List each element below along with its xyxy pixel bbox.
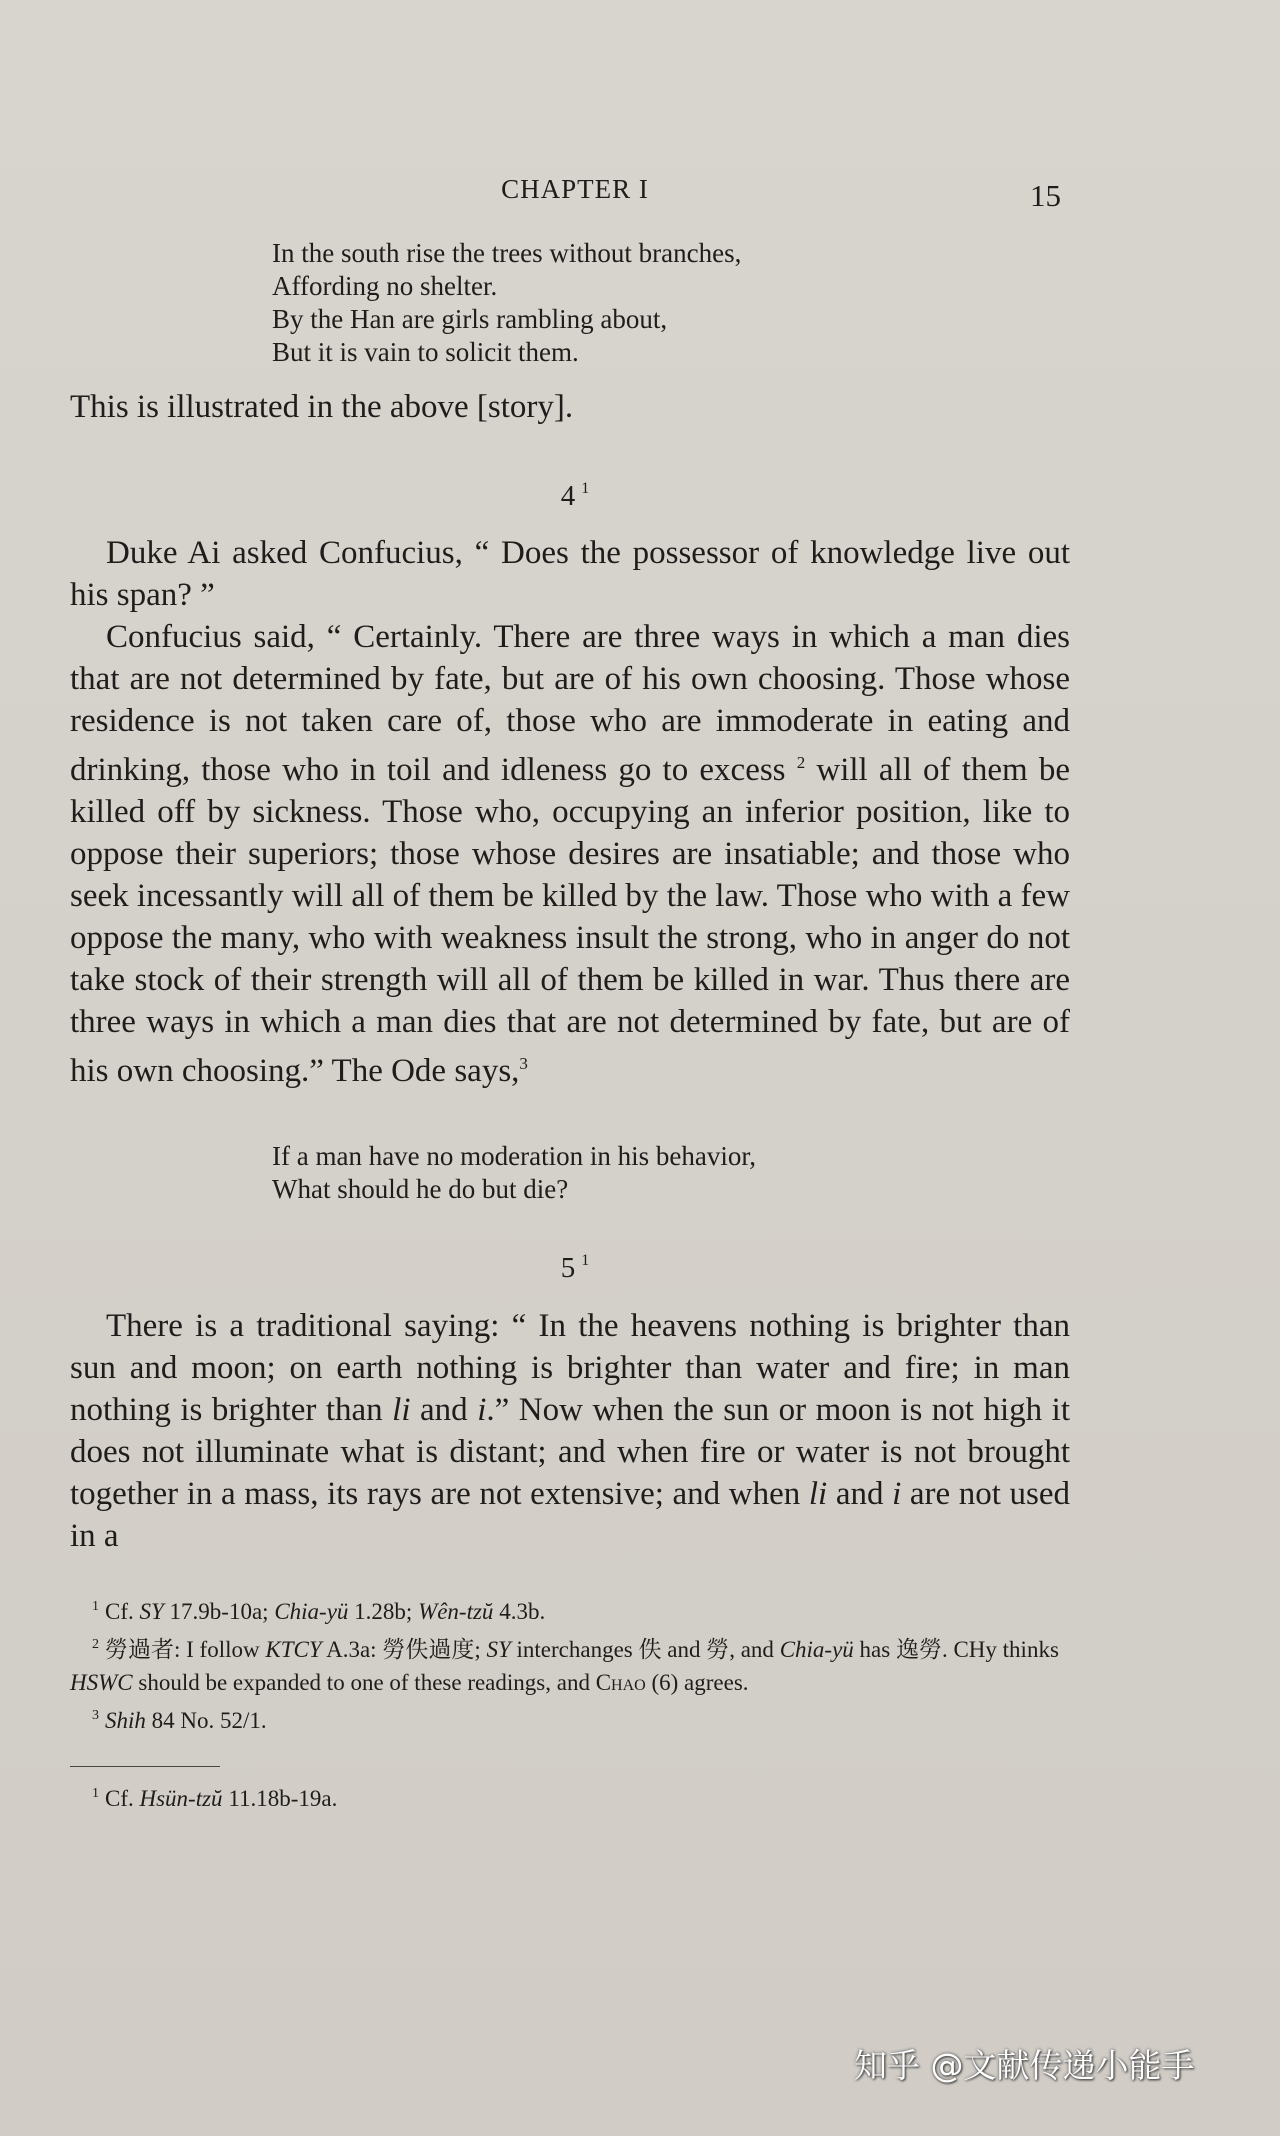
footnote-text: . CHy thinks — [941, 1637, 1059, 1662]
footnote-number: 1 — [92, 1599, 99, 1614]
term-i: i — [892, 1476, 902, 1512]
paragraph-text: Confucius said, “ Certainly. There are three ways in which a man dies that are not determined by fate, but are of his own choosing. Those whose residence is not taken care of, those who are immoderate in eating and drinking, those who in toil and idleness go to excess — [70, 619, 1070, 788]
footnote-text: has — [859, 1637, 891, 1662]
note-reference: 3 — [519, 1054, 528, 1073]
note-reference: 1 — [581, 480, 590, 497]
verse-south-trees — [272, 237, 741, 369]
verse-line: In the south rise the trees without branches, — [272, 238, 742, 268]
verse-line: By the Han are girls rambling about, — [272, 304, 668, 334]
footnote-text: 84 No. 52/1. — [151, 1708, 267, 1733]
term-i: i — [477, 1392, 487, 1428]
footnote-text: interchanges — [516, 1637, 633, 1662]
footnote-2 — [70, 1628, 1070, 1699]
footnotes-section-5 — [70, 1777, 1070, 1815]
footnote-text: : I follow — [174, 1637, 260, 1662]
paragraph-text: and — [835, 1476, 884, 1512]
footnote-1 — [70, 1777, 1070, 1815]
running-head: CHAPTER I — [501, 174, 649, 204]
paragraph: Duke Ai asked Confucius, “ Does the possessor of knowledge live out his span? ” — [70, 535, 1070, 613]
footnote-text: Cf. — [105, 1599, 134, 1624]
footnote-chinese: 佚 — [638, 1637, 662, 1662]
verse-line: If a man have no moderation in his behavior, — [272, 1141, 757, 1171]
paragraph-text: are not used in a — [70, 1476, 1071, 1554]
paragraph — [70, 1305, 1070, 1557]
page-number: 15 — [1030, 178, 1061, 213]
section-number: 5 — [560, 1252, 576, 1284]
footnote-abbrev: KTCY — [265, 1637, 322, 1662]
footnote-number: 3 — [92, 1708, 99, 1723]
footnote-3 — [70, 1699, 1070, 1737]
footnote-title: Shih — [105, 1708, 146, 1733]
footnote-text: , and — [729, 1637, 774, 1662]
verse-moderation — [272, 1140, 756, 1206]
section-4-body — [70, 532, 1070, 1092]
footnote-chinese: 勞 — [706, 1637, 730, 1662]
footnote-text: 4.3b. — [499, 1599, 546, 1624]
footnote-chinese: 勞佚過度 — [382, 1637, 475, 1662]
paragraph — [70, 616, 1070, 1092]
footnote-text: 1.28b; — [354, 1599, 413, 1624]
footnote-1 — [70, 1590, 1070, 1628]
footnote-chinese: 逸勞 — [895, 1637, 942, 1662]
illustrated-text: This is illustrated in the above [story]. — [70, 389, 574, 425]
footnote-text: 11.18b-19a. — [228, 1786, 338, 1811]
paragraph-text: will all of them be killed off by sickness. Those who, occupying an inferior position, like to oppose their superiors; those whose desires are insatiable; and those who seek incessantly will all of them be killed by the law. Those who with a few oppose the many, who with weakness insult the strong, who in anger do not take stock of their strength will all of them be killed in war. Thus there are three ways in which a man dies that are not determined by fate, but are of his own choosing.” The Ode says, — [70, 752, 1070, 1089]
footnote-text: (6) agrees. — [651, 1670, 749, 1695]
paragraph-text: There is a traditional saying: “ In the heavens nothing is brighter than sun and moon; on earth nothing is brighter than water and fire; in man nothing is brighter than — [70, 1308, 1070, 1428]
footnote-abbrev: SY — [486, 1637, 511, 1662]
footnote-text: ; — [474, 1637, 481, 1662]
footnote-text: and — [667, 1637, 701, 1662]
footnote-number: 1 — [92, 1786, 99, 1801]
term-li: li — [808, 1476, 828, 1512]
footnote-abbrev: SY — [139, 1599, 164, 1624]
footnote-text: Cf. — [105, 1786, 134, 1811]
section-heading-5 — [0, 1252, 1150, 1285]
footnote-title: Chia-yü — [274, 1599, 349, 1624]
note-reference: 1 — [581, 1252, 590, 1269]
section-number: 4 — [560, 480, 576, 512]
footnote-title: Wên-tzŭ — [418, 1599, 494, 1624]
paragraph-text: and — [420, 1392, 468, 1428]
footnote-title: Chia-yü — [779, 1637, 854, 1662]
zhihu-watermark: 知乎 @文献传递小能手 — [854, 2046, 1195, 2085]
section-5-body — [70, 1305, 1070, 1557]
footnote-divider — [70, 1766, 220, 1767]
verse-line: Affording no shelter. — [272, 271, 498, 301]
footnote-text: should be expanded to one of these readings, and — [138, 1670, 590, 1695]
footnote-text: A.3a: — [326, 1637, 377, 1662]
section-heading-4 — [0, 480, 1150, 513]
footnote-text: 17.9b-10a; — [169, 1599, 269, 1624]
footnote-chinese: 勞過者 — [105, 1637, 174, 1662]
verse-line: But it is vain to solicit them. — [272, 337, 579, 367]
paragraph-text: .” Now when the sun or moon is not high it does not illuminate what is distant; and when fire or water is not brought together in a mass, its rays are not extensive; and when — [70, 1392, 1071, 1512]
footnote-abbrev: HSWC — [70, 1670, 133, 1695]
note-reference: 2 — [796, 753, 806, 772]
verse-line: What should he do but die? — [272, 1174, 569, 1204]
footnote-name: Chao — [595, 1670, 646, 1695]
footnote-title: Hsün-tzŭ — [139, 1786, 223, 1811]
illustrated-line — [70, 386, 1070, 428]
footnote-number: 2 — [92, 1637, 99, 1652]
term-li: li — [392, 1392, 411, 1428]
footnotes — [70, 1590, 1070, 1737]
